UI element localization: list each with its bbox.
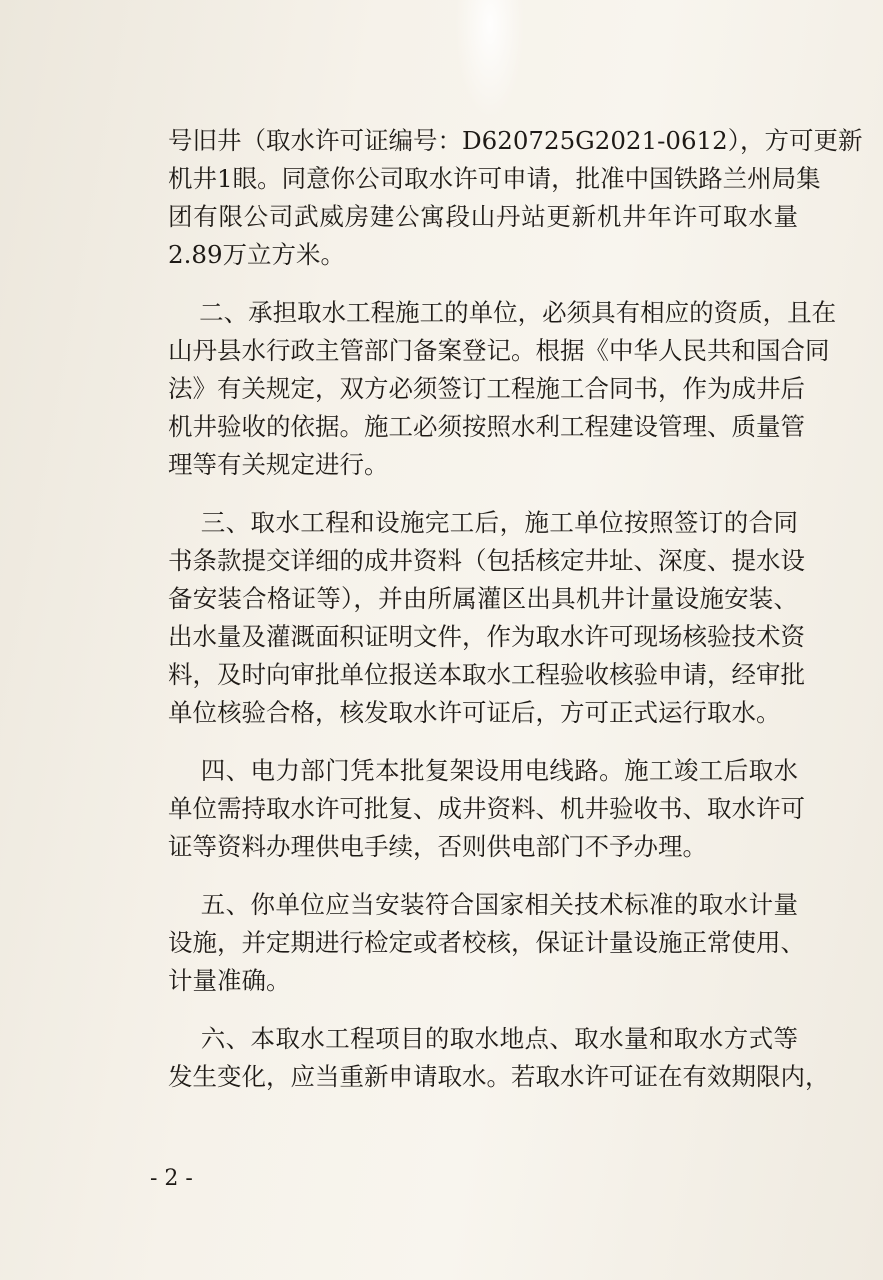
text-line: 四、电力部门凭本批复架设用电线路。施工竣工后取水 [168, 756, 798, 785]
text-line: 单位核验合格，核发取水许可证后，方可正式运行取水。 [168, 698, 781, 727]
paragraph-6 [168, 1020, 830, 1096]
paragraph-1 [168, 122, 863, 274]
text-line: 理等有关规定进行。 [168, 450, 389, 479]
paragraph-3 [168, 504, 805, 732]
text-line: 号旧井（取水许可证编号：D620725G2021-0612），方可更新 [168, 126, 863, 155]
text-line: 二、承担取水工程施工的单位，必须具有相应的资质，且在 [168, 298, 837, 327]
text-line: 六、本取水工程项目的取水地点、取水量和取水方式等 [168, 1024, 798, 1053]
page-number: - 2 - [150, 1166, 193, 1191]
text-line: 山丹县水行政主管部门备案登记。根据《中华人民共和国合同 [168, 336, 830, 365]
text-line: 三、取水工程和设施完工后，施工单位按照签订的合同 [168, 508, 798, 537]
text-line: 机井1眼。同意你公司取水许可申请，批准中国铁路兰州局集 [168, 164, 821, 193]
text-line: 五、你单位应当安装符合国家相关技术标准的取水计量 [168, 890, 798, 919]
text-line: 备安装合格证等），并由所属灌区出具机井计量设施安装、 [168, 584, 798, 613]
text-line: 证等资料办理供电手续，否则供电部门不予办理。 [168, 832, 707, 861]
text-line: 料，及时向审批单位报送本取水工程验收核验申请，经审批 [168, 660, 805, 689]
text-line: 法》有关规定，双方必须签订工程施工合同书，作为成井后 [168, 374, 805, 403]
text-line: 发生变化，应当重新申请取水。若取水许可证在有效期限内， [168, 1062, 830, 1091]
paper-fold [455, 0, 525, 120]
text-line: 2.89万立方米。 [168, 240, 346, 269]
text-line: 出水量及灌溉面积证明文件，作为取水许可现场核验技术资 [168, 622, 805, 651]
text-line: 单位需持取水许可批复、成井资料、机井验收书、取水许可 [168, 794, 805, 823]
text-line: 团有限公司武威房建公寓段山丹站更新机井年许可取水量 [168, 202, 798, 231]
paragraph-2 [168, 294, 837, 484]
text-line: 书条款提交详细的成井资料（包括核定井址、深度、提水设 [168, 546, 805, 575]
text-line: 机井验收的依据。施工必须按照水利工程建设管理、质量管 [168, 412, 805, 441]
paragraph-4 [168, 752, 805, 866]
text-line: 计量准确。 [168, 966, 291, 995]
paragraph-5 [168, 886, 805, 1000]
document-body [168, 122, 863, 1116]
text-line: 设施，并定期进行检定或者校核，保证计量设施正常使用、 [168, 928, 805, 957]
